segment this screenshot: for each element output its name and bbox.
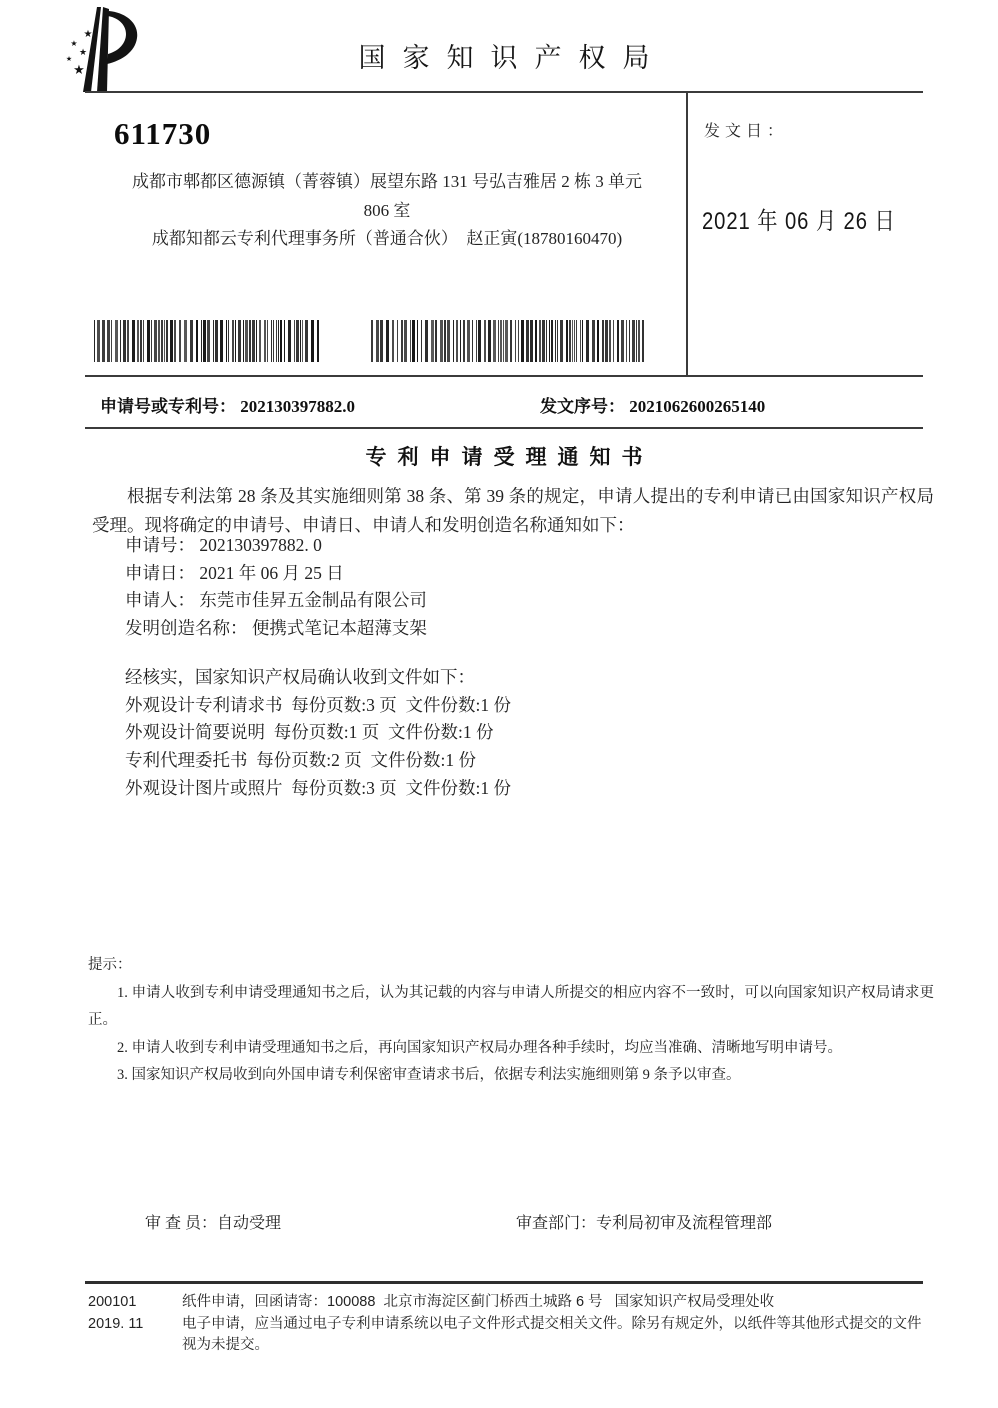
tips-section bbox=[88, 952, 934, 1090]
application-fields bbox=[125, 532, 825, 643]
tips-label: 提示： bbox=[88, 957, 132, 973]
received-heading: 经核实，国家知识产权局确认收到文件如下： bbox=[125, 667, 475, 687]
serial-number: 发文序号： 2021062600265140 bbox=[540, 397, 766, 416]
issue-date-label: 发文日： bbox=[704, 123, 789, 140]
tip-item-1: 1. 申请人收到专利申请受理通知书之后，认为其记载的内容与申请人所提交的相应内容不一致时，可以向国家知识产权局请求更正。 bbox=[88, 984, 934, 1028]
svg-text:★: ★ bbox=[70, 39, 78, 48]
field-invention-title: 发明创造名称： 便携式笔记本超薄支架 bbox=[125, 618, 427, 639]
recipient-address-block bbox=[96, 168, 678, 254]
agency-title: 国家知识产权局 bbox=[358, 43, 667, 73]
issue-date-box-border bbox=[686, 91, 688, 377]
postal-code: 611730 bbox=[114, 116, 212, 151]
footer bbox=[88, 1292, 934, 1357]
notice-intro: 根据专利法第 28 条及其实施细则第 38 条、第 39 条的规定，申请人提出的专利申请已由国家知识产权局受理。现将确定的申请号、申请日、申请人和发明创造名称通知如下： bbox=[92, 486, 934, 535]
received-doc-item: 外观设计简要说明 每份页数:1 页 文件份数:1 份 bbox=[125, 722, 494, 743]
svg-text:★: ★ bbox=[83, 29, 93, 40]
svg-text:★: ★ bbox=[65, 55, 73, 63]
footer-text bbox=[182, 1292, 934, 1357]
barcode-right bbox=[371, 320, 651, 362]
tip-item-2: 2. 申请人收到专利申请受理通知书之后，再向国家知识产权局办理各种手续时，均应当准确、清晰地写明申请号。 bbox=[117, 1039, 842, 1056]
footer-line-2: 电子申请，应当通过电子专利申请系统以电子文件形式提交相关文件。除另有规定外，以纸件等其他形式提交的文件视为未提交。 bbox=[182, 1315, 922, 1353]
received-documents bbox=[125, 664, 865, 803]
form-date: 2019. 11 bbox=[88, 1315, 144, 1332]
department-field: 审查部门：专利局初审及流程管理部 bbox=[516, 1215, 773, 1232]
svg-text:★: ★ bbox=[73, 62, 85, 77]
field-applicant: 申请人： 东莞市佳昇五金制品有限公司 bbox=[125, 590, 427, 611]
examiner-field: 审 查 员：自动受理 bbox=[145, 1215, 282, 1232]
issue-date-value: 2021 年 06 月 26 日 bbox=[702, 207, 896, 235]
footer-line-1: 纸件申请，回函请寄：100088 北京市海淀区蓟门桥西土城路 6 号 国家知识产权局受理处收 bbox=[182, 1294, 775, 1310]
svg-text:★: ★ bbox=[78, 47, 88, 57]
form-code: 200101 bbox=[88, 1294, 137, 1310]
received-doc-item: 外观设计图片或照片 每份页数:3 页 文件份数:1 份 bbox=[125, 777, 511, 798]
notice-title: 专利申请受理通知书 bbox=[365, 445, 654, 469]
application-number: 申请号或专利号： 202130397882.0 bbox=[100, 397, 355, 416]
field-application-date: 申请日： 2021 年 06 月 25 日 bbox=[125, 562, 344, 583]
divider-footer bbox=[85, 1281, 923, 1284]
barcode-left bbox=[94, 320, 324, 362]
received-doc-item: 专利代理委托书 每份页数:2 页 文件份数:1 份 bbox=[125, 750, 476, 771]
tip-item-3: 3. 国家知识产权局收到向外国申请专利保密审查请求书后，依据专利法实施细则第 9 条予以审查。 bbox=[117, 1067, 741, 1083]
field-application-number: 申请号： 202130397882. 0 bbox=[125, 535, 322, 555]
received-doc-item: 外观设计专利请求书 每份页数:3 页 文件份数:1 份 bbox=[125, 694, 511, 715]
divider-address-bottom bbox=[85, 375, 923, 377]
form-codes bbox=[88, 1292, 182, 1357]
address-line-1: 成都市郫都区德源镇（菁蓉镇）展望东路 131 号弘吉雅居 2 栋 3 单元 bbox=[132, 172, 642, 191]
address-line-2: 806 室 bbox=[363, 200, 411, 220]
agent-line: 成都知都云专利代理事务所（普通合伙） 赵正寅(18780160470) bbox=[151, 229, 623, 248]
divider-header bbox=[85, 91, 923, 93]
divider-numbers-bottom bbox=[85, 427, 923, 429]
